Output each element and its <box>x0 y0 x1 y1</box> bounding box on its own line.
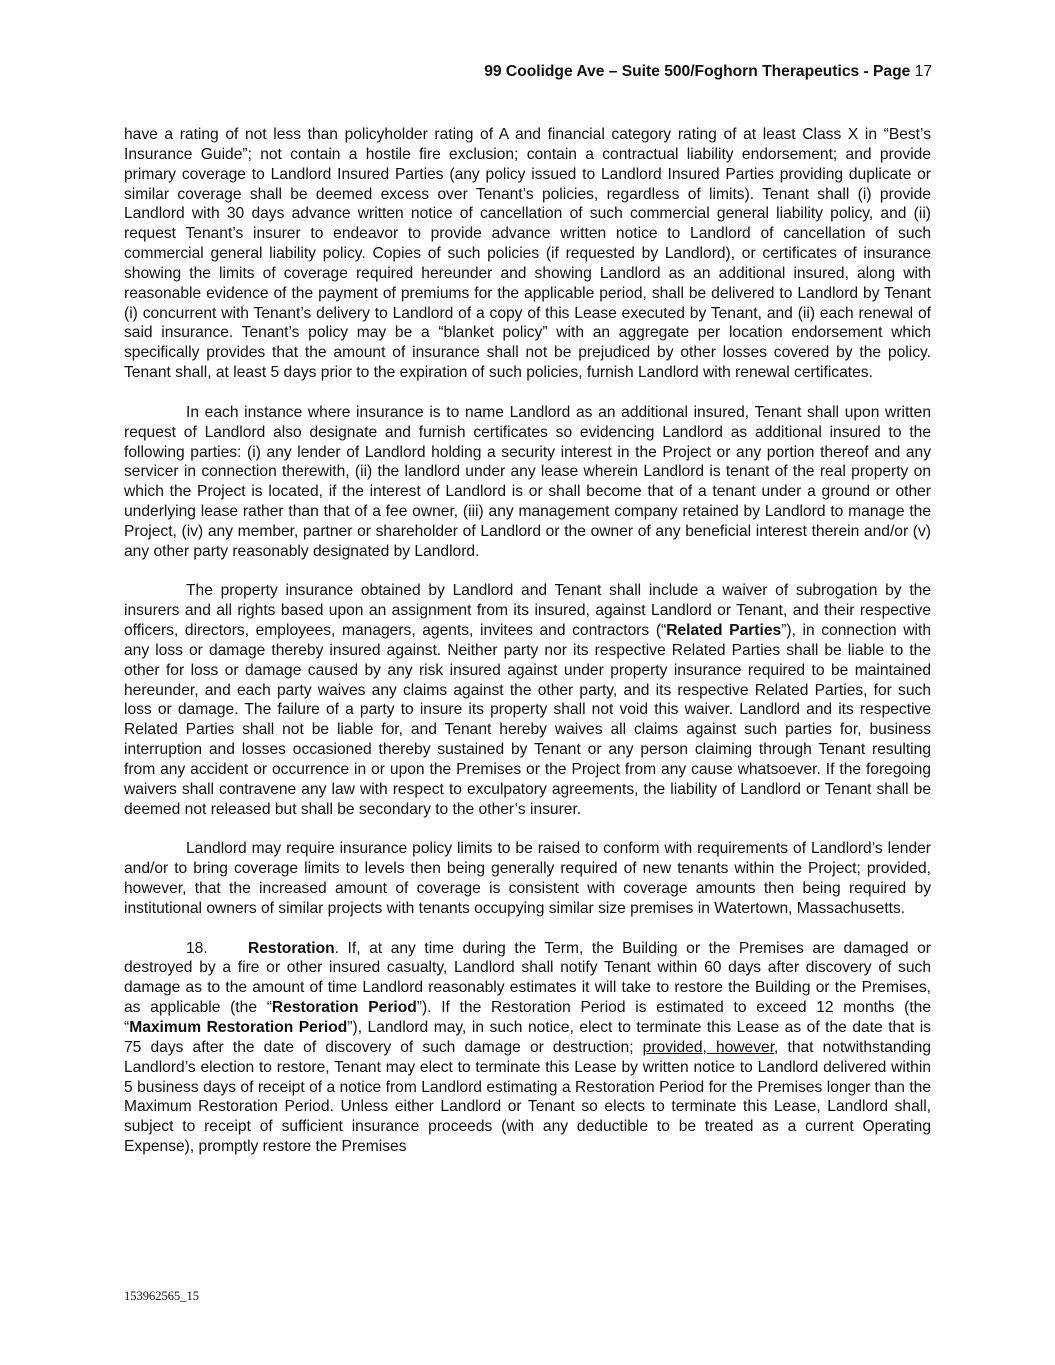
underlined-proviso: provided, however <box>642 1038 775 1056</box>
defined-term-restoration-period: Restoration Period <box>271 999 417 1017</box>
footer-doc-id: 153962565_15 <box>124 1289 199 1303</box>
paragraph-policy-limits: Landlord may require insurance policy limits to be raised to conform with requirements of Landlord’s lender and/or to bring coverage limits to levels then being generally required of new tenants within the Project; provided, however, that the increased amount of coverage is consistent with coverage amounts then being required by institutional owners of similar projects with tenants occupying similar size premises in Watertown, Massachusetts. <box>124 840 931 917</box>
defined-term-related-parties: Related Parties <box>666 622 782 640</box>
paragraph-text: The property insurance obtained by Landlord and Tenant shall include a waiver of subrogation by the insurers and all rights based upon an assignment from its insured, against Landlord or Tenant, and their respective officers, directors, employees, managers, agents, invitees and contractors (“ <box>124 582 931 640</box>
paragraph-waiver-of-subrogation <box>124 581 931 819</box>
page-header <box>484 62 932 82</box>
paragraph-insurance-requirements: have a rating of not less than policyholder rating of A and financial category rating of at least Class X in “Best’s Insurance Guide”; not contain a hostile fire exclusion; contain a contractual liability endorsement; and provide primary coverage to Landlord Insured Parties (any policy issued to Landlord Insured Parties providing duplicate or similar coverage shall be deemed excess over Tenant’s policies, regardless of limits). Tenant shall (i) provide Landlord with 30 days advance written notice of cancellation of such commercial general liability policy, and (ii) request Tenant’s insurer to endeavor to provide advance written notice to Landlord of cancellation of such commercial general liability policy. Copies of such policies (if requested by Landlord), or certificates of insurance showing the limits of coverage required hereunder and showing Landlord as an additional insured, along with reasonable evidence of the payment of premiums for the applicable period, shall be delivered to Landlord by Tenant (i) concurrent with Tenant’s delivery to Landlord of a copy of this Lease executed by Tenant, and (ii) each renewal of said insurance. Tenant’s policy may be a “blanket policy” with an aggregate per location endorsement which specifically provides that the amount of insurance shall not be prejudiced by other losses covered by the policy. Tenant shall, at least 5 days prior to the expiration of such policies, furnish Landlord with renewal certificates. <box>124 126 931 382</box>
paragraph-text: ”), in connection with any loss or damage thereby insured against. Neither party nor its respective Related Parties shall be liable to the other for loss or damage caused by any risk insured against under property insurance required to be maintained hereunder, and each party waives any claims against the other party, and its respective Related Parties, for such loss or damage. The failure of a party to insure its property shall not void this waiver. Landlord and its respective Related Parties shall not be liable for, and Tenant hereby waives all claims against such parties for, business interruption and losses occasioned thereby sustained by Tenant or any person claiming through Tenant resulting from any accident or occurrence in or upon the Premises or the Project from any cause whatsoever. If the foregoing waivers shall contravene any law with respect to exculpatory agreements, the liability of Landlord or Tenant shall be deemed not released but shall be secondary to the other’s insurer. <box>124 622 932 818</box>
document-body <box>124 125 931 1177</box>
page-number: 17 <box>914 63 932 80</box>
section-heading: Restoration <box>248 939 335 957</box>
section-text: ”). If the Restoration Period is estimated to exceed 12 months (the “ <box>124 999 932 1036</box>
defined-term-maximum-restoration-period: Maximum Restoration Period <box>129 1018 348 1036</box>
section-18-restoration <box>124 939 931 1157</box>
section-number: 18. <box>186 939 208 957</box>
section-text: , that notwithstanding Landlord’s election to restore, Tenant may elect to terminate this Lease by written notice to Landlord delivered within 5 business days of receipt of a notice from Landlord estimating a Restoration Period for the Premises longer than the Maximum Restoration Period. Unless either Landlord or Tenant so elects to terminate this Lease, Landlord shall, subject to receipt of sufficient insurance proceeds (with any deductible to be treated as a current Operating Expense), promptly restore the Premises <box>124 1038 931 1156</box>
section-text: . If, at any time during the Term, the Building or the Premises are damaged or destroyed by a fire or other insured casualty, Landlord shall notify Tenant within 60 days after discovery of such damage as to the amount of time Landlord reasonably estimates it will take to restore the Building or the Premises, as applicable (the “ <box>124 939 931 1017</box>
header-title: 99 Coolidge Ave – Suite 500/Foghorn Therapeutics - Page <box>484 63 911 80</box>
section-text: ”), Landlord may, in such notice, elect to terminate this Lease as of the date that is 75 days after the date of discovery of such damage or destruction; <box>124 1018 931 1056</box>
paragraph-additional-insured: In each instance where insurance is to name Landlord as an additional insured, Tenant shall upon written request of Landlord also designate and furnish certificates so evidencing Landlord as additional insured to the following parties: (i) any lender of Landlord holding a security interest in the Project or any portion thereof and any servicer in connection therewith, (ii) the landlord under any lease wherein Landlord is tenant of the real property on which the Project is located, if the interest of Landlord is or shall become that of a tenant under a ground or other underlying lease rather than that of a fee owner, (iii) any management company retained by Landlord to manage the Project, (iv) any member, partner or shareholder of Landlord or the owner of any beneficial interest therein and/or (v) any other party reasonably designated by Landlord. <box>124 403 931 560</box>
